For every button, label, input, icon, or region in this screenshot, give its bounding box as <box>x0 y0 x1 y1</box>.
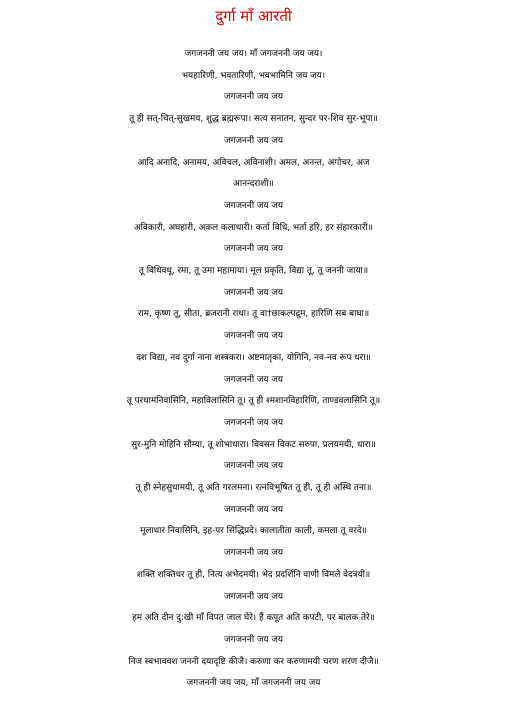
verse-line: भयहारिणी, भवतारिणी, भवभामिनि जय जय। <box>181 70 326 81</box>
verse-line: निज स्वभाववश जननी दयादृष्टि कीजै। करुणा कर करुणामयी चरण शरण दीजै॥ <box>128 656 379 667</box>
refrain-line: जगजननी जय जय <box>224 200 283 211</box>
refrain-line: जगजननी जय जय <box>224 287 283 298</box>
verse-line: सुर-मुनि मोहिनि सौम्या, तू शोभाधारा। विवसन विकट सरुपा, प्रलयमयी, धारा॥ <box>131 439 376 450</box>
refrain-line: जगजननी जय जय <box>224 504 283 515</box>
refrain-line: जगजननी जय जय <box>224 331 283 342</box>
refrain-line: जगजननी जय जय <box>224 461 283 472</box>
verse-line: अविकारी, अघहारी, अकल कलाधारी। कर्ता विधि, भर्ता हरि, हर संहारकारी॥ <box>133 222 374 233</box>
verse-line: राम, कृष्ण तू, सीता, ब्रजरानी राधा। तू वा†छाकल्पद्रुम, हारिणि सब बाघा॥ <box>137 309 370 320</box>
verse-line: तू ही सत्-चित्-सुखमय, शुद्ध ब्रह्मरूपा। सत्य सनातन, सुन्दर पर-शिव सुर-भूपा॥ <box>129 114 378 125</box>
refrain-line: जगजननी जय जय <box>224 548 283 559</box>
refrain-line: जगजननी जय जय <box>224 634 283 645</box>
refrain-line: जगजननी जय जय <box>224 92 283 103</box>
verse-line: आदि अनादि, अनामय, अविचल, अविनाशी। अमल, अनन्त, अगोचर, अज <box>137 157 370 168</box>
verse-line: जगजननी जय जय। माँ जगजननी जय जय। <box>184 49 323 59</box>
verse-line: दश विद्या, नव दुर्गा नाना शस्त्रकरा। अष्टमातृका, योगिनि, नव-नव रूप धरा॥ <box>136 352 371 363</box>
refrain-line: जगजननी जय जय <box>224 417 283 428</box>
verse-line: तू विधिवधू, रमा, तू उमा महामाया। मूल प्रकृति, विद्या तू, तू जननी जाया॥ <box>138 266 369 277</box>
closing-line: जगजननी जय जय, माँ जगजननी जय जय <box>186 678 321 689</box>
verse-line: आनन्दराशी॥ <box>233 179 274 190</box>
aarti-verses <box>0 44 507 695</box>
verse-line: तू ही स्नेहसुधामयी, तू अति गरलमना। रत्नविभूषित तू ही, तू ही अस्थि तना॥ <box>135 483 372 494</box>
verse-line: शक्ति शक्तिधर तू ही, नित्य अभेदमयी। भेद प्रदर्शिनि वाणी विमले वेदत्रयी॥ <box>136 569 371 580</box>
refrain-line: जगजननी जय जय <box>224 135 283 146</box>
refrain-line: जगजननी जय जय <box>224 374 283 385</box>
page-title: दुर्गा माँ आरती <box>215 7 292 25</box>
refrain-line: जगजननी जय जय <box>224 591 283 602</box>
verse-line: तू परधामनिवासिनि, महाविलासिनि तू। तू ही श्मशानविहारिणि, ताण्डवलासिनि तू॥ <box>126 396 381 407</box>
verse-line: हम अति दीन दु:खी माँ विपत जाल घेरे। हैं कपूत अति कपटी, पर बालक तेरे॥ <box>132 613 375 624</box>
verse-line: मूलाधार निवासिनि, इह-पर सिद्धिप्रदे। कालातीता काली, कमला तू वरदे॥ <box>140 526 367 537</box>
refrain-line: जगजननी जय जय <box>224 244 283 255</box>
